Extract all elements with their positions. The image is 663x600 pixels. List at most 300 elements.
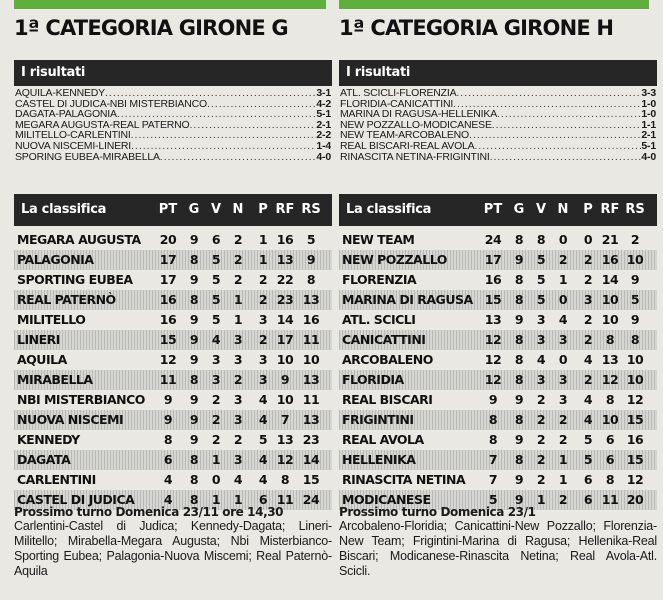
team-name: AQUILA: [17, 352, 67, 367]
stat-n: 1: [558, 472, 568, 487]
team-name: ATL. SCICLI: [342, 312, 416, 327]
stat-pt: 15: [484, 292, 502, 307]
stat-g: 8: [189, 252, 199, 267]
stat-v: 3: [536, 332, 546, 347]
table-row: [339, 470, 657, 490]
result-row: [15, 88, 331, 99]
stat-pt: 5: [488, 492, 498, 507]
stat-p: 5: [583, 452, 593, 467]
stat-pt: 8: [163, 432, 173, 447]
stat-g: 8: [514, 292, 524, 307]
team-name: NUOVA NISCEMI: [17, 412, 124, 427]
stat-rs: 15: [626, 412, 644, 427]
stat-rs: 15: [302, 472, 320, 487]
stat-pt: 9: [163, 412, 173, 427]
table-row: [339, 290, 657, 310]
stat-rf: 7: [280, 412, 290, 427]
table-row: [14, 270, 332, 290]
team-name: DAGATA: [17, 452, 71, 467]
team-name: PALAGONIA: [17, 252, 94, 267]
section-title: 1ª CATEGORIA GIRONE H: [339, 16, 614, 40]
column-header-n: N: [232, 202, 244, 217]
stat-p: 6: [258, 492, 268, 507]
table-row: [14, 470, 332, 490]
stat-rs: 14: [302, 452, 320, 467]
result-score: 4-0: [316, 151, 331, 163]
standings-table: [339, 230, 657, 510]
stat-rf: 10: [601, 292, 619, 307]
next-round-fixtures: Carlentini-Castel di Judica; Kennedy-Dagata; Lineri-Militello; Mirabella-Megara Augusta; Nbi Misterbianco-Sporting Eubea; Palagonia-Nuova Miscemi; Real Paternò-Aquila: [14, 519, 332, 578]
stat-n: 2: [233, 432, 243, 447]
stat-g: 8: [514, 232, 524, 247]
stat-rs: 10: [626, 352, 644, 367]
team-name: REAL AVOLA: [342, 432, 424, 447]
stat-pt: 17: [159, 252, 177, 267]
stat-rs: 10: [302, 352, 320, 367]
stat-g: 8: [514, 272, 524, 287]
stat-rf: 10: [276, 352, 294, 367]
column-header-rs: RS: [301, 202, 321, 217]
result-row: [340, 120, 656, 131]
team-name: MEGARA AUGUSTA: [17, 232, 141, 247]
team-name: MIRABELLA: [17, 372, 93, 387]
stat-p: 4: [258, 412, 268, 427]
stat-rf: 22: [276, 272, 294, 287]
result-row: [15, 109, 331, 120]
team-name: CANICATTINI: [342, 332, 426, 347]
stat-pt: 12: [484, 332, 502, 347]
stat-p: 3: [258, 312, 268, 327]
result-match: NUOVA NISCEMI-LINERI: [15, 140, 131, 152]
stat-v: 3: [211, 352, 221, 367]
stat-p: 2: [583, 272, 593, 287]
stat-g: 8: [514, 452, 524, 467]
table-row: [14, 390, 332, 410]
result-match: NEW POZZALLO-MODICANESE: [340, 119, 492, 131]
result-match: FLORIDIA-CANICATTINI: [340, 98, 454, 110]
stat-rf: 13: [601, 352, 619, 367]
dot-leader: [131, 141, 316, 152]
stat-p: 4: [258, 452, 268, 467]
stat-rf: 8: [280, 472, 290, 487]
result-match: NEW TEAM-ARCOBALENO: [340, 130, 470, 141]
stat-pt: 12: [484, 352, 502, 367]
result-match: MEGARA AUGUSTA-REAL PATERNÒ: [15, 119, 190, 131]
stat-rs: 13: [302, 372, 320, 387]
team-name: SPORTING EUBEA: [17, 272, 133, 287]
result-score: 1-0: [641, 98, 656, 110]
stat-v: 5: [211, 272, 221, 287]
table-row: [339, 230, 657, 250]
stat-v: 2: [536, 412, 546, 427]
dot-leader: [474, 141, 641, 152]
stat-g: 9: [189, 412, 199, 427]
stat-rs: 5: [630, 292, 640, 307]
stat-rf: 11: [601, 492, 619, 507]
dot-leader: [190, 120, 317, 131]
stat-v: 2: [211, 412, 221, 427]
dot-leader: [492, 120, 642, 131]
stat-g: 9: [189, 352, 199, 367]
stat-n: 1: [233, 292, 243, 307]
team-name: CASTEL DI JUDICA: [17, 492, 135, 507]
stat-n: 3: [233, 352, 243, 367]
stat-v: 5: [211, 252, 221, 267]
dot-leader: [469, 130, 641, 141]
table-row: [14, 410, 332, 430]
result-row: [15, 130, 331, 141]
stat-v: 5: [536, 252, 546, 267]
stat-p: 2: [258, 272, 268, 287]
result-match: REAL BISCARI-REAL AVOLA: [340, 140, 475, 152]
stat-pt: 13: [484, 312, 502, 327]
stat-rf: 10: [276, 392, 294, 407]
stat-p: 1: [258, 232, 268, 247]
stat-pt: 12: [159, 352, 177, 367]
girone-g-column: [14, 0, 332, 600]
stat-v: 5: [536, 292, 546, 307]
stat-v: 2: [536, 392, 546, 407]
result-score: 1-0: [641, 109, 656, 120]
stat-pt: 6: [163, 452, 173, 467]
stat-rs: 13: [302, 412, 320, 427]
table-row: [14, 350, 332, 370]
results-header: I risultati: [339, 60, 657, 86]
stat-pt: 8: [488, 432, 498, 447]
stat-p: 4: [258, 392, 268, 407]
stat-p: 4: [583, 392, 593, 407]
stat-rs: 24: [302, 492, 320, 507]
stat-pt: 11: [159, 372, 177, 387]
stat-v: 0: [211, 472, 221, 487]
result-row: [340, 109, 656, 120]
team-name: REAL PATERNÒ: [17, 292, 116, 307]
stat-n: 3: [558, 392, 568, 407]
column-header-pt: PT: [158, 202, 178, 217]
stat-rs: 12: [626, 472, 644, 487]
results-list: [340, 88, 656, 162]
stat-n: 4: [558, 312, 568, 327]
stat-v: 5: [211, 312, 221, 327]
stat-rs: 13: [302, 292, 320, 307]
stat-n: 0: [558, 352, 568, 367]
dot-leader: [456, 88, 641, 99]
result-row: [340, 141, 656, 152]
stat-rf: 14: [601, 272, 619, 287]
stat-g: 8: [189, 372, 199, 387]
result-row: [15, 99, 331, 110]
stat-p: 2: [258, 292, 268, 307]
stat-p: 2: [583, 312, 593, 327]
stat-p: 1: [258, 252, 268, 267]
stat-n: 3: [558, 332, 568, 347]
stat-rs: 16: [626, 432, 644, 447]
team-name: MILITELLO: [17, 312, 86, 327]
stat-rs: 23: [302, 432, 320, 447]
dot-leader: [160, 152, 317, 163]
stat-g: 8: [189, 292, 199, 307]
result-score: 2-2: [316, 130, 331, 141]
stat-g: 9: [189, 332, 199, 347]
table-row: [14, 450, 332, 470]
stat-rs: 2: [630, 232, 640, 247]
stat-p: 6: [583, 472, 593, 487]
result-row: [340, 152, 656, 163]
team-name: KENNEDY: [17, 432, 80, 447]
stat-rs: 10: [626, 252, 644, 267]
stat-pt: 4: [163, 472, 173, 487]
stat-v: 4: [211, 332, 221, 347]
stat-g: 9: [514, 492, 524, 507]
team-name: FLORIDIA: [342, 372, 404, 387]
stat-n: 1: [233, 312, 243, 327]
result-score: 1-4: [316, 140, 331, 152]
result-row: [340, 88, 656, 99]
stat-rs: 9: [630, 312, 640, 327]
stat-n: 3: [558, 372, 568, 387]
table-row: [339, 370, 657, 390]
team-name: FRIGINTINI: [342, 412, 414, 427]
stat-n: 0: [558, 232, 568, 247]
table-row: [339, 310, 657, 330]
result-match: MILITELLO-CARLENTINI: [15, 130, 131, 141]
team-name: RINASCITA NETINA: [342, 472, 466, 487]
stat-pt: 16: [159, 312, 177, 327]
stat-rf: 11: [276, 492, 294, 507]
stat-rs: 9: [630, 272, 640, 287]
stat-pt: 4: [163, 492, 173, 507]
stat-rf: 13: [276, 252, 294, 267]
result-match: RINASCITA NETINA-FRIGINTINI: [340, 151, 490, 163]
stat-v: 8: [536, 232, 546, 247]
stat-n: 2: [558, 252, 568, 267]
dot-leader: [131, 130, 317, 141]
results-header: I risultati: [14, 60, 332, 86]
stat-rf: 8: [605, 332, 615, 347]
stat-v: 3: [536, 312, 546, 327]
stat-v: 2: [211, 392, 221, 407]
stat-g: 9: [514, 312, 524, 327]
stat-p: 2: [583, 252, 593, 267]
column-header-p: P: [258, 202, 268, 217]
stat-v: 6: [211, 232, 221, 247]
column-header-v: V: [210, 202, 222, 217]
dot-leader: [453, 99, 641, 110]
stat-g: 8: [189, 452, 199, 467]
stat-p: 3: [258, 352, 268, 367]
stat-g: 9: [514, 252, 524, 267]
result-score: 3-3: [641, 88, 656, 99]
table-row: [14, 430, 332, 450]
result-row: [340, 130, 656, 141]
team-name: NBI MISTERBIANCO: [17, 392, 145, 407]
stat-v: 3: [211, 372, 221, 387]
column-header-n: N: [557, 202, 569, 217]
table-row: [14, 230, 332, 250]
stat-n: 4: [233, 472, 243, 487]
stat-n: 2: [233, 272, 243, 287]
result-score: 1-1: [641, 119, 656, 131]
stat-n: 1: [233, 492, 243, 507]
stat-rs: 20: [626, 492, 644, 507]
stat-rs: 5: [306, 232, 316, 247]
result-match: CASTEL DI JUDICA-NBI MISTERBIANCO: [15, 98, 207, 110]
table-row: [14, 290, 332, 310]
team-name: MODICANESE: [342, 492, 431, 507]
stat-rf: 17: [276, 332, 294, 347]
stat-p: 4: [583, 352, 593, 367]
stat-g: 8: [514, 352, 524, 367]
standings-header: [14, 194, 332, 226]
table-row: [14, 370, 332, 390]
dot-leader: [207, 99, 316, 110]
stat-p: 3: [258, 372, 268, 387]
column-header-p: P: [583, 202, 593, 217]
stat-g: 9: [514, 392, 524, 407]
column-header-v: V: [535, 202, 547, 217]
stat-g: 9: [189, 312, 199, 327]
stat-v: 3: [536, 372, 546, 387]
stat-rs: 15: [626, 452, 644, 467]
standings-table: [14, 230, 332, 510]
stat-rs: 8: [306, 272, 316, 287]
result-row: [15, 141, 331, 152]
result-score: 4-2: [316, 98, 331, 110]
stat-p: 2: [583, 332, 593, 347]
stat-n: 3: [233, 452, 243, 467]
stat-rf: 8: [605, 392, 615, 407]
table-row: [339, 330, 657, 350]
stat-p: 2: [583, 372, 593, 387]
stat-pt: 8: [488, 412, 498, 427]
stat-n: 3: [233, 412, 243, 427]
stat-g: 9: [514, 472, 524, 487]
stat-pt: 12: [484, 372, 502, 387]
stat-pt: 17: [159, 272, 177, 287]
stat-v: 5: [536, 272, 546, 287]
stat-rf: 12: [276, 452, 294, 467]
stat-pt: 7: [488, 472, 498, 487]
result-score: 4-0: [641, 151, 656, 163]
dot-leader: [490, 152, 642, 163]
table-row: [339, 350, 657, 370]
stat-rs: 10: [626, 372, 644, 387]
dot-leader: [105, 88, 316, 99]
result-match: ATL. SCICLI-FLORENZIA: [340, 88, 457, 99]
team-name: ARCOBALENO: [342, 352, 433, 367]
table-row: [14, 330, 332, 350]
team-name: CARLENTINI: [17, 472, 96, 487]
stat-pt: 9: [488, 392, 498, 407]
table-row: [14, 310, 332, 330]
team-name: LINERI: [17, 332, 60, 347]
stat-g: 9: [514, 432, 524, 447]
stat-rf: 6: [605, 432, 615, 447]
column-header-rf: RF: [600, 202, 620, 217]
stat-g: 9: [189, 432, 199, 447]
stat-pt: 15: [159, 332, 177, 347]
column-header-g: G: [513, 202, 525, 217]
stat-n: 2: [233, 372, 243, 387]
standings-label: La classifica: [346, 202, 432, 217]
result-row: [340, 99, 656, 110]
result-match: MARINA DI RAGUSA-HELLENIKA: [340, 109, 498, 120]
stat-pt: 16: [484, 272, 502, 287]
stat-v: 2: [211, 432, 221, 447]
dot-leader: [497, 109, 641, 120]
stat-rs: 9: [306, 252, 316, 267]
stat-rf: 13: [276, 432, 294, 447]
column-header-g: G: [188, 202, 200, 217]
stat-v: 2: [536, 432, 546, 447]
stat-p: 4: [258, 472, 268, 487]
stat-n: 3: [233, 332, 243, 347]
stat-pt: 16: [159, 292, 177, 307]
stat-rf: 12: [601, 372, 619, 387]
result-score: 2-1: [316, 119, 331, 131]
table-row: [339, 450, 657, 470]
stat-rf: 21: [601, 232, 619, 247]
stat-pt: 9: [163, 392, 173, 407]
stat-rs: 12: [626, 392, 644, 407]
stat-rf: 10: [601, 312, 619, 327]
stat-p: 5: [583, 432, 593, 447]
standings-label: La classifica: [21, 202, 107, 217]
team-name: MARINA DI RAGUSA: [342, 292, 473, 307]
result-row: [15, 120, 331, 131]
table-row: [339, 270, 657, 290]
stat-g: 8: [514, 412, 524, 427]
stat-p: 0: [583, 232, 593, 247]
stat-g: 8: [514, 332, 524, 347]
result-match: SPORING EUBEA-MIRABELLA: [15, 151, 160, 163]
stat-p: 2: [258, 332, 268, 347]
stat-rf: 6: [605, 452, 615, 467]
team-name: HELLENIKA: [342, 452, 416, 467]
stat-n: 2: [558, 432, 568, 447]
stat-n: 3: [233, 392, 243, 407]
stat-n: 2: [233, 252, 243, 267]
team-name: FLORENZIA: [342, 272, 417, 287]
stat-rs: 11: [302, 392, 320, 407]
stat-v: 1: [536, 492, 546, 507]
result-score: 2-1: [641, 130, 656, 141]
stat-n: 1: [558, 452, 568, 467]
next-round-title: Prossimo turno Domenica 23/11 ore 14,30: [14, 505, 284, 519]
stat-v: 1: [211, 452, 221, 467]
next-round-fixtures: Arcobaleno-Floridia; Canicattini-New Pozzallo; Florenzia-New Team; Frigintini-Marina di Ragusa; Hellenika-Real Biscari; Modicanese-Rinascita Netina; Real Avola-Atl. Scicli.: [339, 519, 657, 578]
stat-rs: 8: [630, 332, 640, 347]
result-score: 5-1: [316, 109, 331, 120]
column-header-rf: RF: [275, 202, 295, 217]
stat-pt: 17: [484, 252, 502, 267]
dot-leader: [117, 109, 317, 120]
result-score: 3-1: [316, 88, 331, 99]
stat-p: 5: [258, 432, 268, 447]
stat-rs: 16: [302, 312, 320, 327]
stat-g: 9: [189, 272, 199, 287]
next-round-title: Prossimo turno Domenica 23/1: [339, 505, 536, 519]
stat-n: 1: [558, 272, 568, 287]
team-name: NEW TEAM: [342, 232, 415, 247]
stat-v: 2: [536, 452, 546, 467]
stat-g: 8: [514, 372, 524, 387]
stat-rf: 8: [605, 472, 615, 487]
stat-n: 0: [558, 292, 568, 307]
stat-p: 4: [583, 412, 593, 427]
standings-header: [339, 194, 657, 226]
result-score: 5-1: [641, 140, 656, 152]
